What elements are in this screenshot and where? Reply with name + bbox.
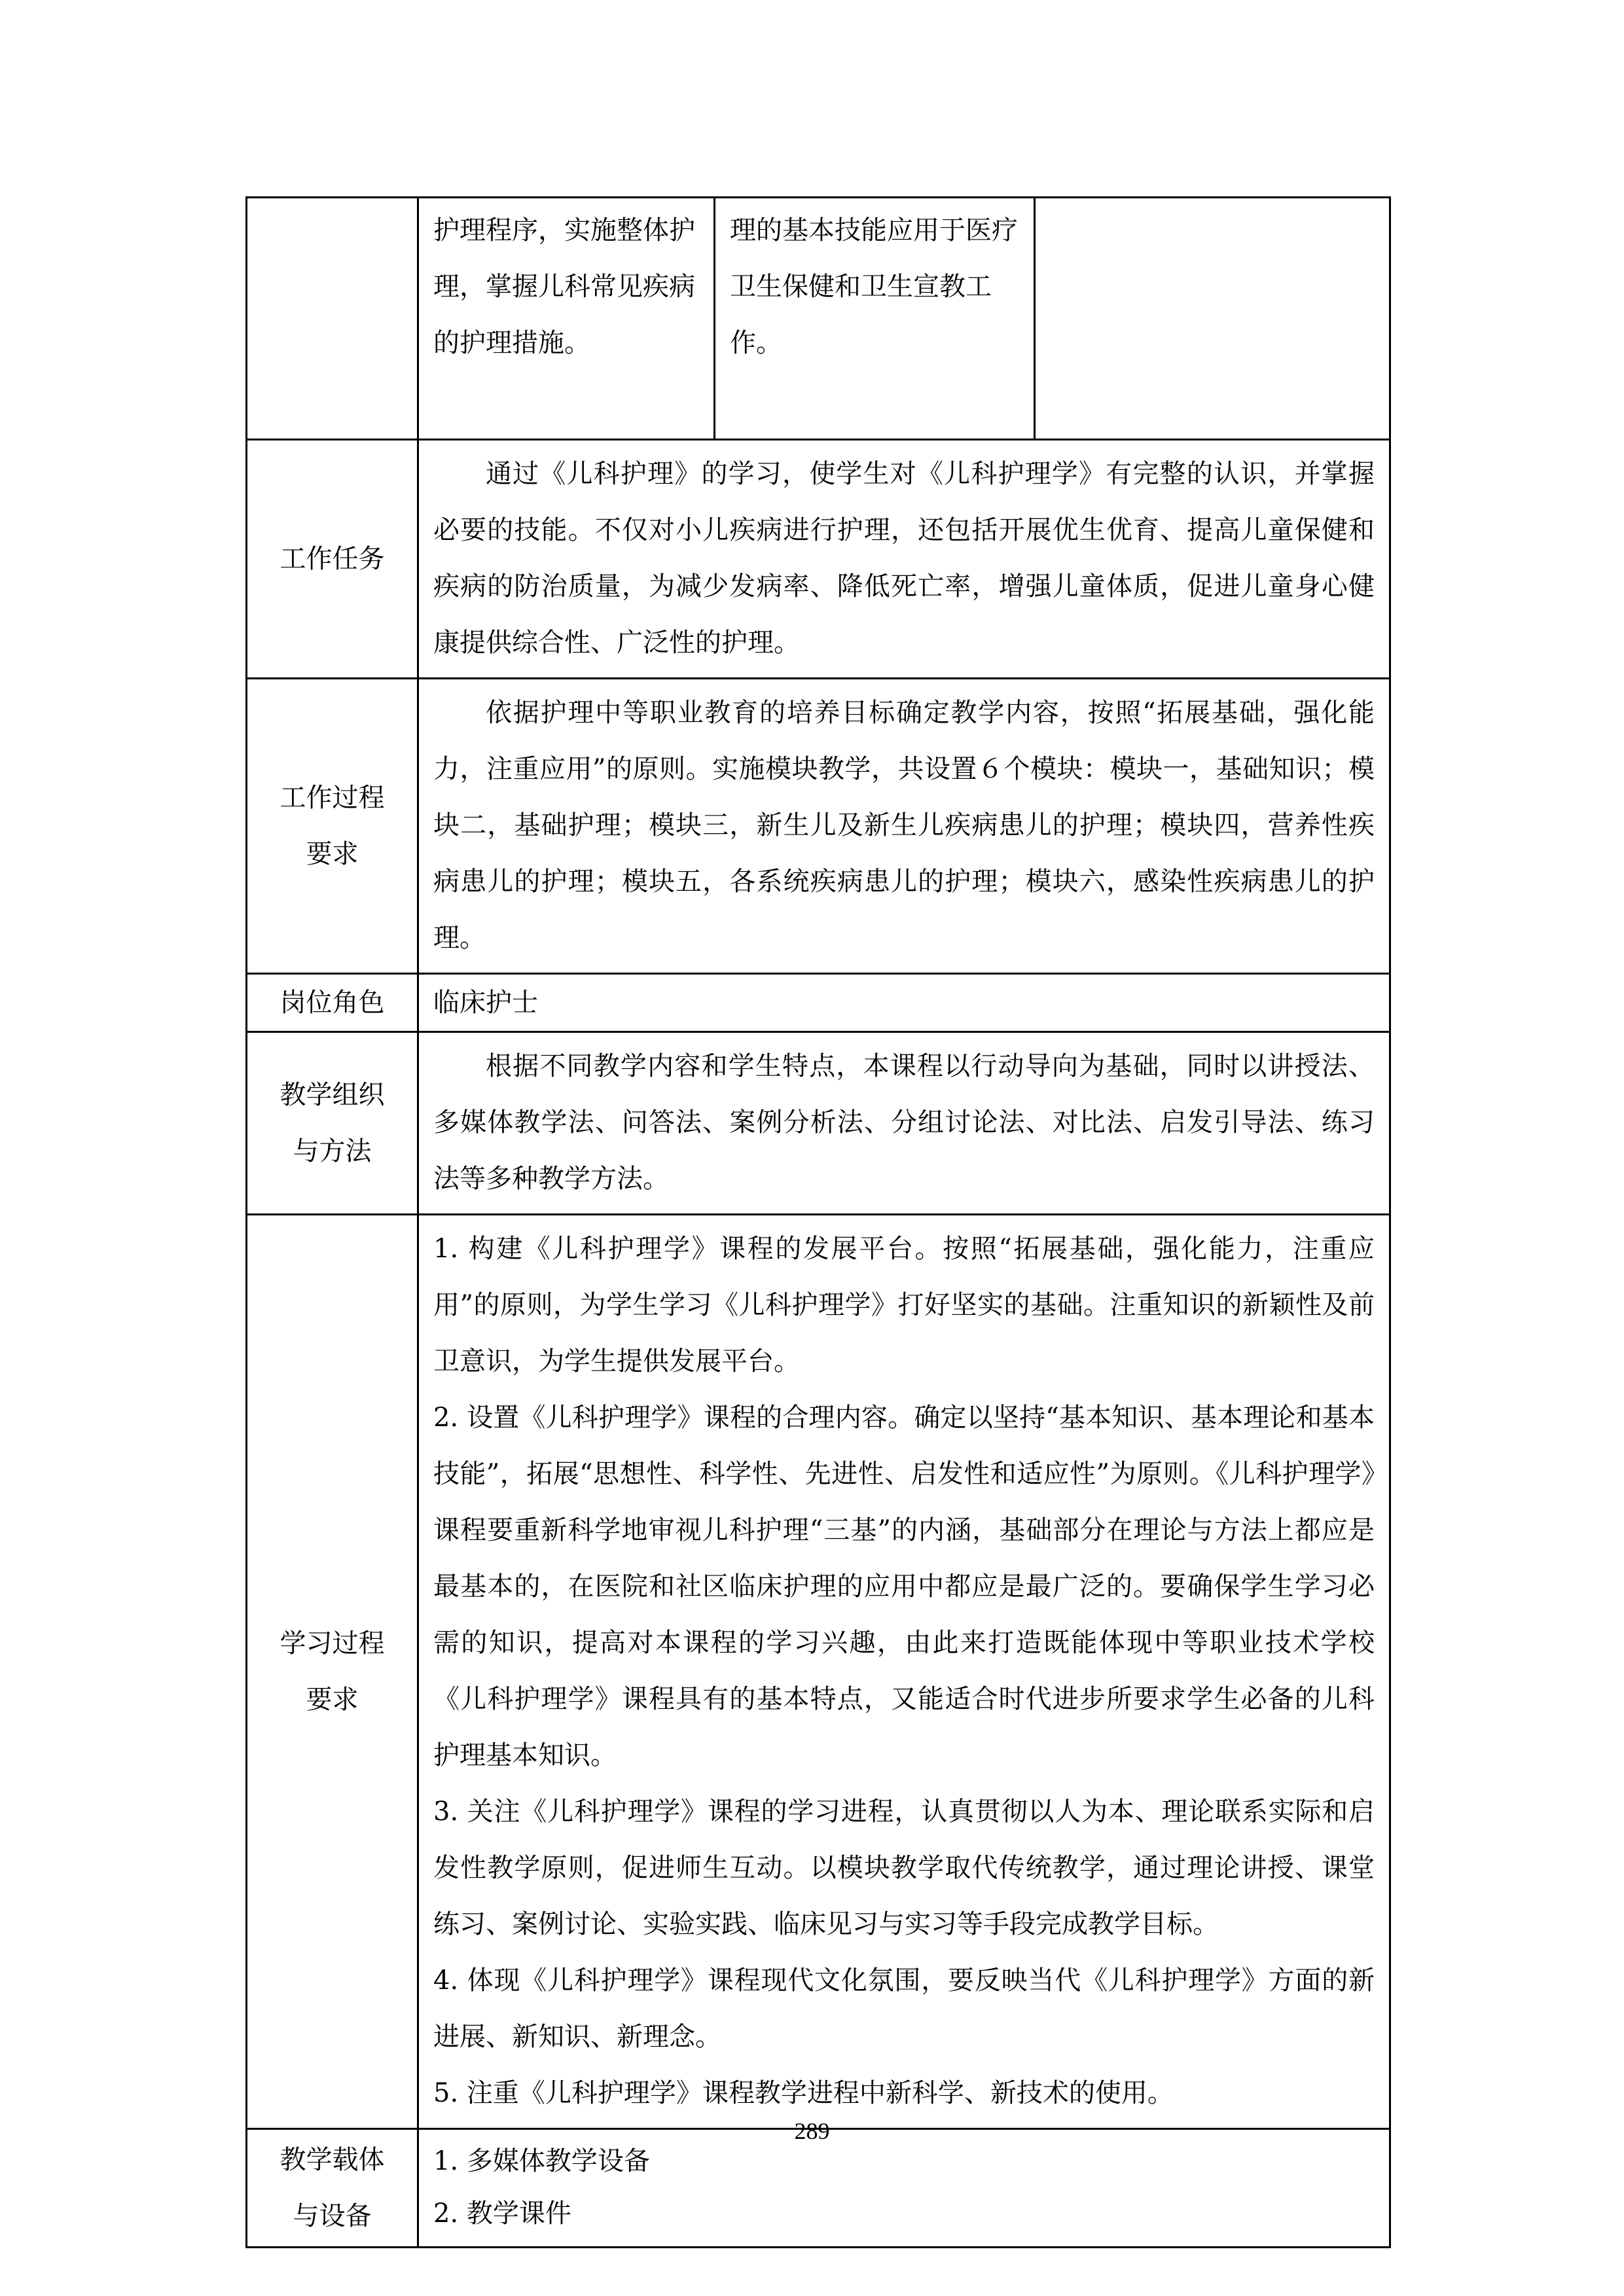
row-label-task: 工作任务 xyxy=(247,440,418,679)
table-row xyxy=(247,440,1390,679)
table-row xyxy=(247,1032,1390,1215)
table-row xyxy=(247,2129,1390,2248)
label-line: 要求 xyxy=(306,839,359,869)
label-line: 与设备 xyxy=(293,2201,372,2231)
process-text xyxy=(418,679,1390,974)
row-label-learning xyxy=(247,1215,418,2129)
list-item: 2. 设置《儿科护理学》课程的合理内容。确定以坚持“基本知识、基本理论和基本技能”，拓展“思想性、科学性、先进性、启发性和适应性”为原则。《儿科护理学》课程要重新科学地审视儿科护理“三基”的内涵，基础部分在理论与方法上都应是最基本的，在医院和社区临床护理的应用中都应是最广泛的。要确保学生学习必需的知识，提高对本课程的学习兴趣，由此来打造既能体现中等职业技术学校《儿科护理学》课程具有的基本特点，又能适合时代进步所要求学生必备的儿科护理基本知识。 xyxy=(433,1403,1375,1770)
page-number: 289 xyxy=(794,2118,830,2144)
label-line: 教学组织 xyxy=(280,1080,385,1110)
row-label-process xyxy=(247,679,418,974)
label-line: 与方法 xyxy=(293,1136,372,1166)
label-line: 要求 xyxy=(306,1685,359,1715)
empty-label-cell xyxy=(247,198,418,440)
method-text xyxy=(418,1032,1390,1215)
table-row xyxy=(247,1215,1390,2129)
task-text xyxy=(418,440,1390,679)
list-item: 4. 体现《儿科护理学》课程现代文化氛围，要反映当代《儿科护理学》方面的新进展、新知识、新理念。 xyxy=(433,1965,1375,2052)
objective-cell-2: 护理程序，实施整体护理，掌握儿科常见疾病的护理措施。 xyxy=(418,198,715,440)
list-item: 5. 注重《儿科护理学》课程教学进程中新科学、新技术的使用。 xyxy=(433,2078,1174,2108)
learning-text xyxy=(418,1215,1390,2129)
list-item: 3. 关注《儿科护理学》课程的学习进程，认真贯彻以人为本、理论联系实际和启发性教学原则，促进师生互动。以模块教学取代传统教学，通过理论讲授、课堂练习、案例讨论、实验实践、临床见习与实习等手段完成教学目标。 xyxy=(433,1797,1375,1939)
method-paragraph: 根据不同教学内容和学生特点，本课程以行动导向为基础，同时以讲授法、多媒体教学法、问答法、案例分析法、分组讨论法、对比法、启发引导法、练习法等多种教学方法。 xyxy=(433,1051,1375,1194)
task-paragraph: 通过《儿科护理》的学习，使学生对《儿科护理学》有完整的认识，并掌握必要的技能。不仅对小儿疾病进行护理，还包括开展优生优育、提高儿童保健和疾病的防治质量，为减少发病率、降低死亡率，增强儿童体质，促进儿童身心健康提供综合性、广泛性的护理。 xyxy=(433,459,1375,658)
equipment-text xyxy=(418,2129,1390,2248)
table-row xyxy=(247,974,1390,1032)
list-item: 1. 构建《儿科护理学》课程的发展平台。按照“拓展基础，强化能力，注重应用”的原则，为学生学习《儿科护理学》打好坚实的基础。注重知识的新颖性及前卫意识，为学生提供发展平台。 xyxy=(433,1234,1375,1376)
row-label-equipment xyxy=(247,2129,418,2248)
table-row xyxy=(247,679,1390,974)
objective-cell-3: 理的基本技能应用于医疗卫生保健和卫生宣教工作。 xyxy=(715,198,1035,440)
process-paragraph: 依据护理中等职业教育的培养目标确定教学内容，按照“拓展基础，强化能力，注重应用”的原则。实施模块教学，共设置６个模块：模块一，基础知识；模块二，基础护理；模块三，新生儿及新生儿疾病患儿的护理；模块四，营养性疾病患儿的护理；模块五，各系统疾病患儿的护理；模块六，感染性疾病患儿的护理。 xyxy=(433,698,1375,953)
list-item: 1. 多媒体教学设备 xyxy=(433,2146,650,2176)
table-row xyxy=(247,198,1390,440)
label-line: 教学载体 xyxy=(280,2145,385,2175)
list-item: 2. 教学课件 xyxy=(433,2198,571,2229)
row-label-role: 岗位角色 xyxy=(247,974,418,1032)
label-line: 工作过程 xyxy=(280,783,385,813)
curriculum-table xyxy=(245,196,1391,2248)
row-label-method xyxy=(247,1032,418,1215)
objective-cell-4 xyxy=(1035,198,1390,440)
label-line: 学习过程 xyxy=(280,1628,385,1659)
role-text: 临床护士 xyxy=(418,974,1390,1032)
